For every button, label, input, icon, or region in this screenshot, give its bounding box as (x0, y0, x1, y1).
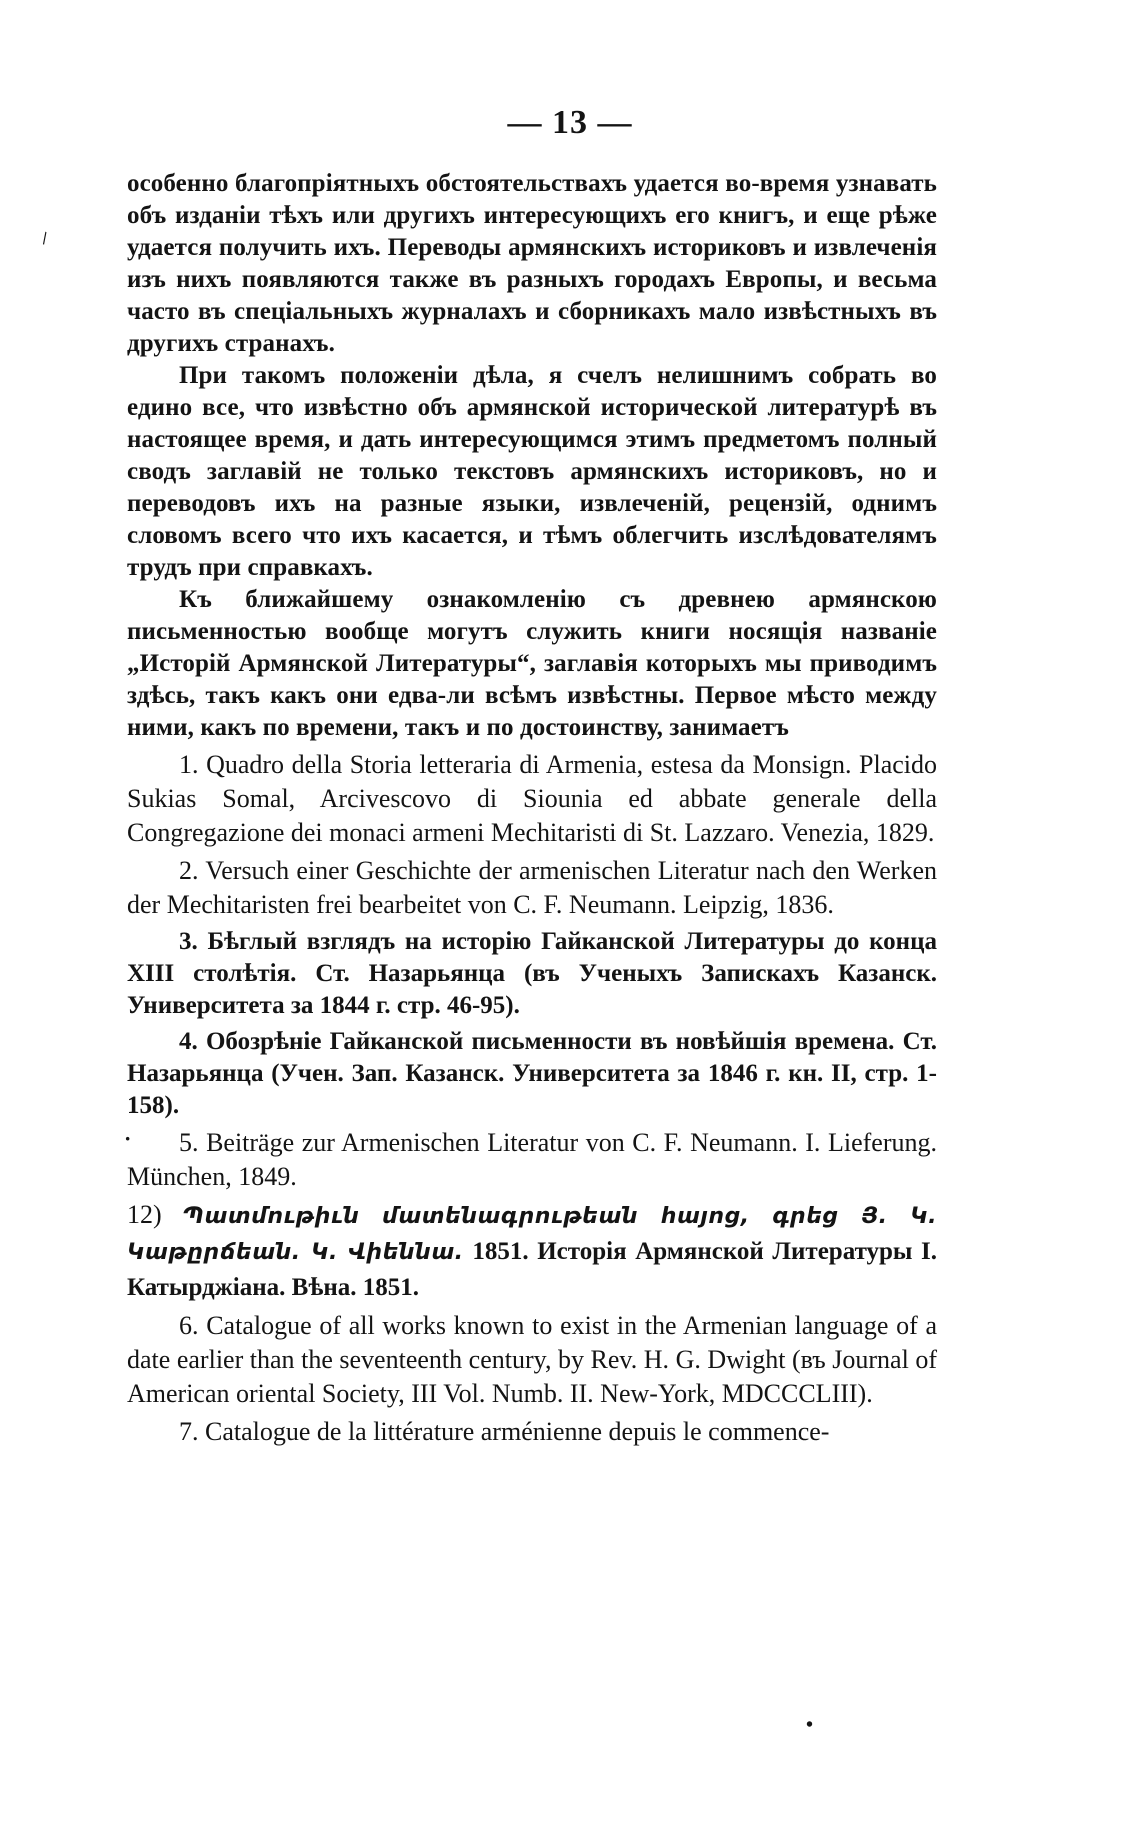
text-block (124, 168, 938, 1449)
paragraph-continued: особенно благопріятныхъ обстоятельствахъ удается во-время узнавать объ изданіи тѣхъ или другихъ интересующихъ его книгъ, и еще рѣже удается получить ихъ. Переводы армянскихъ историковъ и извлеченія изъ нихъ появляются также въ разныхъ городахъ Европы, и весьма часто въ спеціальныхъ журналахъ и сборникахъ мало извѣстныхъ въ другихъ странахъ. (127, 170, 937, 357)
item-12-russian: 1851. Исторія Армянской Литературы І. Катырджіана. Вѣна. 1851. (127, 1238, 938, 1301)
item-12-prefix: 12) (127, 1200, 162, 1229)
bibliography-item-5: 5. Beiträge zur Armenischen Literatur von C. F. Neumann. I. Lieferung. München, 1849. (127, 1128, 937, 1191)
bibliography-item-2: 2. Versuch einer Geschichte der armenischen Literatur nach den Werken der Mechitaristen frei bearbeitet von C. F. Neumann. Leipzig, 1836. (127, 856, 937, 919)
bibliography-item-1: 1. Quadro della Storia letteraria di Armenia, estesa da Monsign. Placido Sukias Somal, Arcivescovo di Siounia ed abbate generale della Congregazione dei monaci armeni Mechitaristi di St. Lazzaro. Venezia, 1829. (127, 750, 937, 847)
bibliography-item-4: 4. Обозрѣніе Гайканской письменности въ новѣйшія времена. Ст. Назарьянца (Учен. Зап. Казанск. Университета за 1846 г. кн. II, стр. 1-158). (127, 1028, 937, 1119)
bibliography-item-6: 6. Catalogue of all works known to exist in the Armenian language of a date earlier than the seventeenth century, by Rev. H. G. Dwight (въ Journal of American oriental Society, III Vol. Numb. II. New-York, MDCCCLIII). (127, 1311, 937, 1408)
bibliography-item-5-wrapper (124, 1126, 937, 1194)
paragraph-motivation: При такомъ положеніи дѣла, я счелъ нелишнимъ собрать во едино все, что извѣстно объ армянской исторической литературѣ въ настоящее время, и дать интересующимся этимъ предметомъ полный сводъ заглавій не только текстовъ армянскихъ историковъ, но и переводовъ ихъ на разные языки, извлеченій, рецензій, однимъ словомъ всего что ихъ касается, и тѣмъ облегчить изслѣдователямъ трудъ при справкахъ. (127, 362, 937, 581)
bibliography-item-12 (127, 1198, 937, 1305)
paragraph-literature-histories: Къ ближайшему ознакомленію съ древнею армянскою письменностью вообще могутъ служить книги носящія названіе „Исторій Армянской Литературы“, заглавія которыхъ мы приводимъ здѣсь, такъ какъ они едва-ли всѣмъ извѣстны. Первое мѣсто между ними, какъ по времени, такъ и по достоинству, занимаетъ (127, 586, 937, 741)
bibliography-item-3: 3. Бѣглый взглядъ на исторію Гайканской Литературы до конца XIII столѣтія. Ст. Назарьянца (въ Ученыхъ Запискахъ Казанск. Университета за 1844 г. стр. 46-95). (127, 928, 937, 1019)
bibliography-item-7: 7. Catalogue de la littérature arménienne depuis le commence- (179, 1417, 830, 1446)
margin-mark: \ (37, 228, 52, 248)
armenian-title: Պատմութիւն մատենագրութեան հայոց, գրեց Յ. Կ. Կաթըրճեան. Կ. Վիեննա. (127, 1204, 937, 1265)
bottom-mark: • (806, 1714, 814, 1736)
page-number: — 13 — (507, 104, 633, 141)
bullet-mark: · (124, 1126, 132, 1151)
